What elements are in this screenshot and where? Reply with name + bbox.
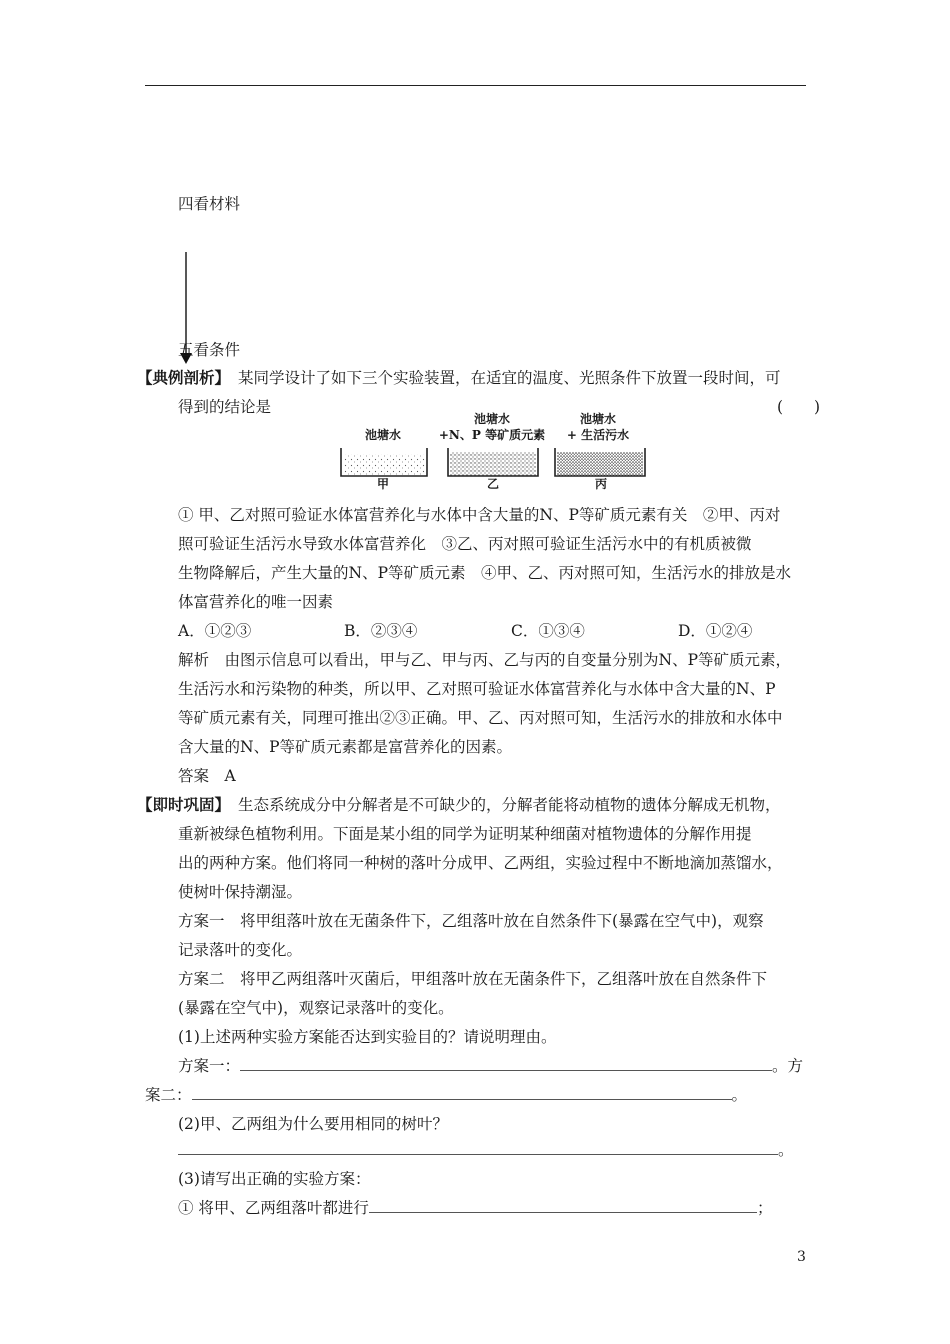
- option-d: D．①②④: [678, 622, 753, 640]
- option-a: A．①②③: [178, 622, 252, 640]
- q1-plan1-blank[interactable]: [240, 1055, 772, 1071]
- caption-jia: 甲: [376, 477, 389, 491]
- q2-answer-row: [178, 1138, 794, 1160]
- q1-plan1-end: 。方: [772, 1057, 804, 1075]
- beaker1-water: [343, 454, 425, 476]
- q2-end: 。: [778, 1141, 794, 1159]
- section-four-heading: 四看材料: [178, 195, 241, 213]
- practice-text: 生态系统成分中分解者是不可缺少的，分解者能将动植物的遗体分解成无机物，: [238, 796, 781, 814]
- statement-line: 体富营养化的唯一因素: [178, 593, 334, 611]
- header-rule: [145, 85, 806, 86]
- analysis-line: 含大量的N、P等矿质元素都是富营养化的因素。: [178, 738, 512, 756]
- option-c: C．①③④: [511, 622, 585, 640]
- page-number: 3: [797, 1249, 806, 1265]
- plan2-line: 方案二 将甲乙两组落叶灭菌后，甲组落叶放在无菌条件下，乙组落叶放在自然条件下: [178, 970, 768, 988]
- beakers-drawing: [338, 446, 650, 478]
- practice-tag: 【即时巩固】: [137, 795, 231, 814]
- statement-line: ① 甲、乙对照可验证水体富营养化与水体中含大量的N、P等矿质元素有关 ②甲、丙对: [178, 506, 781, 524]
- section-five-heading: 五看条件: [178, 341, 241, 359]
- analysis-line: 等矿质元素有关，同理可推出②③正确。甲、乙、丙对照可知，生活污水的排放和水体中: [178, 709, 783, 727]
- statement-line: 生物降解后，产生大量的N、P等矿质元素 ④甲、乙、丙对照可知，生活污水的排放是水: [178, 564, 791, 582]
- question-1: (1)上述两种实验方案能否达到实验目的？请说明理由。: [178, 1028, 557, 1046]
- q3-step1-row: [178, 1196, 772, 1218]
- experiment-figure: [338, 410, 650, 492]
- beaker3-water: [557, 452, 643, 476]
- practice-line: 使树叶保持潮湿。: [178, 883, 303, 901]
- q2-blank[interactable]: [178, 1139, 778, 1155]
- beaker2-label-line1: 池塘水: [473, 412, 510, 426]
- beaker2-water: [450, 452, 536, 476]
- answer-line: 答案 A: [178, 767, 236, 785]
- q3-step1-end: ；: [756, 1199, 773, 1217]
- practice-line: 重新被绿色植物利用。下面是某小组的同学为证明某种细菌对植物遗体的分解作用提: [178, 825, 752, 843]
- practice-line1: [137, 793, 781, 815]
- q1-plan1-label: 方案一：: [178, 1057, 241, 1075]
- caption-yi: 乙: [486, 477, 499, 491]
- question-3: (3)请写出正确的实验方案：: [178, 1170, 371, 1188]
- analysis-line: 生活污水和污染物的种类，所以甲、乙对照可验证水体富营养化与水体中含大量的N、P: [178, 680, 776, 698]
- q1-plan2-row: [145, 1083, 747, 1105]
- q1-plan2-end: 。: [731, 1086, 748, 1104]
- practice-line: 出的两种方案。他们将同一种树的落叶分成甲、乙两组，实验过程中不断地滴加蒸馏水，: [178, 854, 783, 872]
- example-tag: 【典例剖析】: [137, 368, 231, 387]
- caption-bing: 丙: [594, 477, 607, 491]
- option-b: B．②③④: [344, 622, 418, 640]
- example-question-line2: 得到的结论是: [178, 398, 272, 416]
- example-question-line1: [137, 366, 781, 388]
- beaker1-label: 池塘水: [364, 428, 401, 442]
- beaker3-label-line2: + 生活污水: [566, 428, 630, 442]
- plan1-line: 记录落叶的变化。: [178, 941, 303, 959]
- example-question-text: 某同学设计了如下三个实验装置，在适宜的温度、光照条件下放置一段时间，可: [238, 369, 781, 387]
- q1-plan1-row: [178, 1054, 803, 1076]
- answer-paren: ( ): [777, 398, 821, 416]
- q1-plan2-label: 案二：: [145, 1086, 192, 1104]
- plan1-line: 方案一 将甲组落叶放在无菌条件下，乙组落叶放在自然条件下(暴露在空气中)，观察: [178, 912, 764, 930]
- plan2-line: (暴露在空气中)，观察记录落叶的变化。: [178, 999, 454, 1017]
- q1-plan2-blank[interactable]: [192, 1084, 732, 1100]
- beaker2-label-line2: +N、P 等矿质元素: [438, 428, 546, 442]
- statement-line: 照可验证生活污水导致水体富营养化 ③乙、丙对照可验证生活污水中的有机质被微: [178, 535, 752, 553]
- q3-step1-text: ① 将甲、乙两组落叶都进行: [178, 1199, 369, 1217]
- q3-step1-blank[interactable]: [369, 1197, 757, 1213]
- question-2: (2)甲、乙两组为什么要用相同的树叶？: [178, 1115, 448, 1133]
- analysis-line: 解析 由图示信息可以看出，甲与乙、甲与丙、乙与丙的自变量分别为N、P等矿质元素，: [178, 651, 791, 669]
- beaker3-label-line1: 池塘水: [579, 412, 616, 426]
